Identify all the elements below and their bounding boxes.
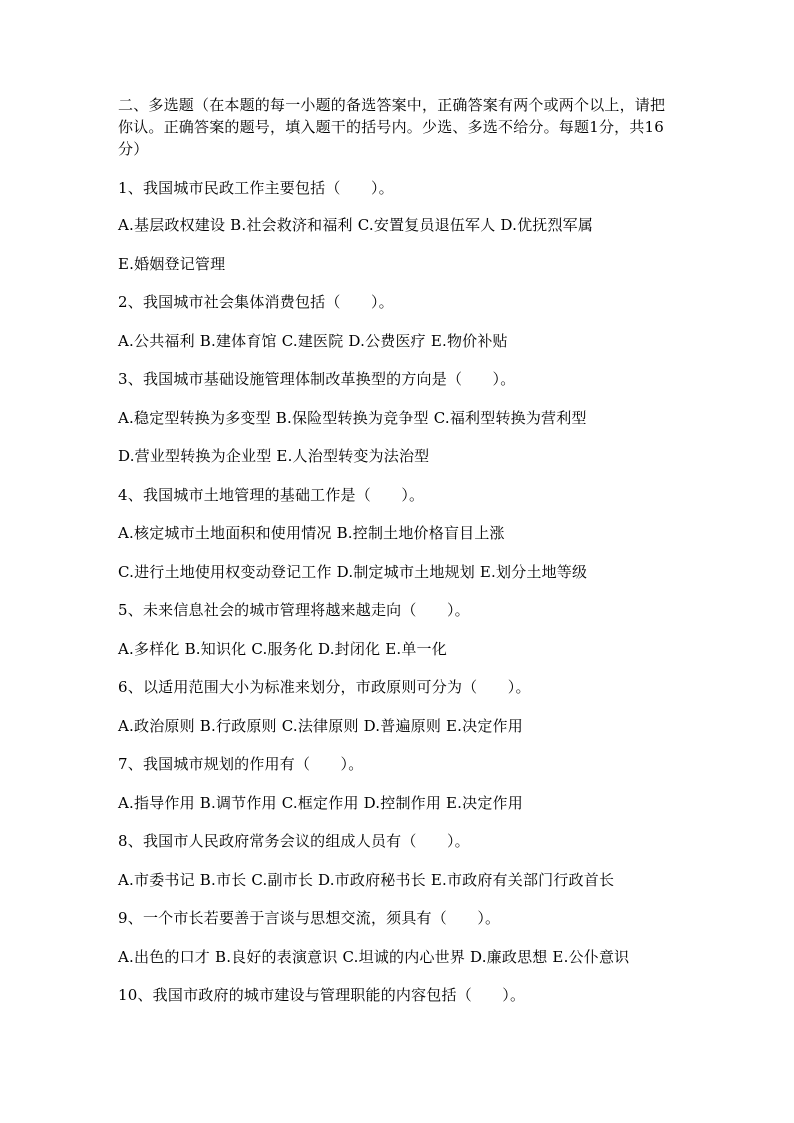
- question-2-stem: 2、我国城市社会集体消费包括（ ）。: [118, 293, 394, 311]
- question-6-stem: 6、以适用范围大小为标准来划分，市政原则可分为（ ）。: [118, 678, 531, 696]
- question-9-stem: 9、一个市长若要善于言谈与思想交流，须具有（ ）。: [118, 909, 501, 927]
- question-7-stem: 7、我国城市规划的作用有（ ）。: [118, 755, 364, 773]
- question-2-options-line-1: A.公共福利 B.建体育馆 C.建医院 D.公费医疗 E.物价补贴: [118, 332, 508, 350]
- question-1-options-line-1: A.基层政权建设 B.社会救济和福利 C.安置复员退伍军人 D.优抚烈军属: [118, 216, 594, 234]
- question-7-options-line-1: A.指导作用 B.调节作用 C.框定作用 D.控制作用 E.决定作用: [118, 794, 523, 812]
- question-4-options-line-2: C.进行土地使用权变动登记工作 D.制定城市土地规划 E.划分土地等级: [118, 563, 588, 581]
- question-3-options-line-2: D.营业型转换为企业型 E.人治型转变为法治型: [118, 447, 430, 465]
- question-3-stem: 3、我国城市基础设施管理体制改革换型的方向是（ ）。: [118, 370, 516, 388]
- question-10-stem: 10、我国市政府的城市建设与管理职能的内容包括（ ）。: [118, 986, 526, 1004]
- question-8-options-line-1: A.市委书记 B.市长 C.副市长 D.市政府秘书长 E.市政府有关部门行政首长: [118, 871, 615, 889]
- question-6-options-line-1: A.政治原则 B.行政原则 C.法律原则 D.普遍原则 E.决定作用: [118, 717, 523, 735]
- question-9-options-line-1: A.出色的口才 B.良好的表演意识 C.坦诚的内心世界 D.廉政思想 E.公仆意识: [118, 948, 630, 966]
- question-8-stem: 8、我国市人民政府常务会议的组成人员有（ ）。: [118, 832, 470, 850]
- question-1-stem: 1、我国城市民政工作主要包括（ ）。: [118, 179, 394, 197]
- question-5-stem: 5、未来信息社会的城市管理将越来越走向（ ）。: [118, 601, 470, 619]
- question-3-options-line-1: A.稳定型转换为多变型 B.保险型转换为竞争型 C.福利型转换为营利型: [118, 409, 587, 427]
- section-intro: 二、多选题（在本题的每一小题的备选答案中，正确答案有两个或两个以上，请把你认。正确答案的题号，填入题干的括号内。少选、多选不给分。每题1分，共16分）: [118, 96, 666, 158]
- question-4-options-line-1: A.核定城市土地面积和使用情况 B.控制土地价格盲目上涨: [118, 524, 505, 542]
- question-5-options-line-1: A.多样化 B.知识化 C.服务化 D.封闭化 E.单一化: [118, 640, 447, 658]
- question-4-stem: 4、我国城市土地管理的基础工作是（ ）。: [118, 486, 425, 504]
- question-1-options-line-2: E.婚姻登记管理: [118, 255, 226, 273]
